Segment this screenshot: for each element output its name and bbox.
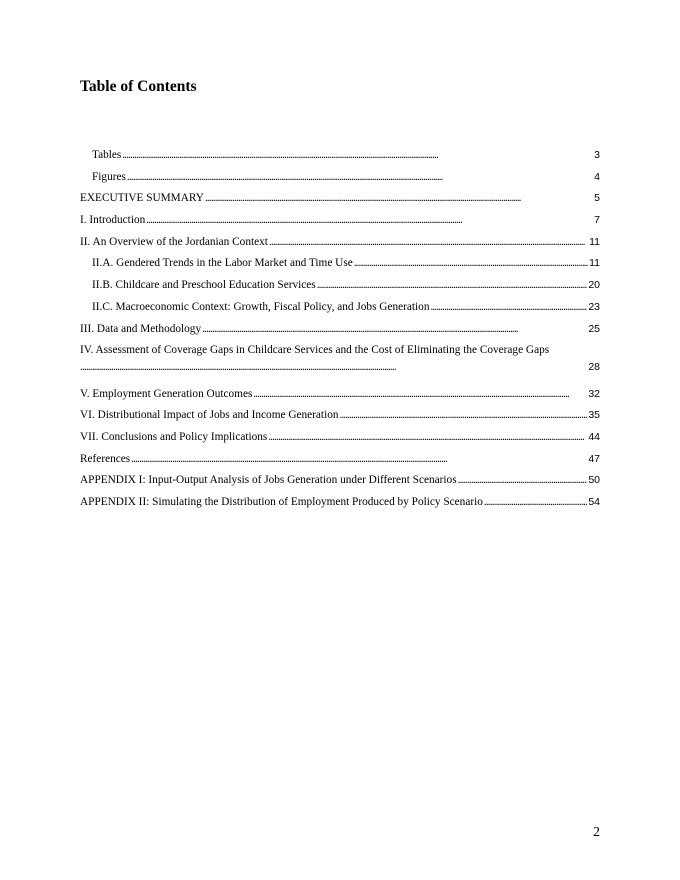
toc-entry-gendered-trends[interactable]: [80, 255, 600, 277]
dot-leader: [458, 472, 588, 489]
toc-entry-title: II.B. Childcare and Preschool Education Services: [92, 279, 316, 292]
toc-entry-page: 47: [588, 452, 600, 465]
toc-entry-page: 5: [594, 192, 600, 205]
toc-entry-page: 11: [589, 235, 600, 248]
page-number: 2: [593, 825, 600, 840]
toc-entry-overview[interactable]: [80, 234, 600, 256]
toc-entry-title: Figures: [92, 170, 126, 183]
toc-entry-title: IV. Assessment of Coverage Gaps in Childcare Services and the Cost of Eliminating the Coverage Gaps: [80, 344, 550, 357]
toc-entry-executive-summary[interactable]: [80, 190, 600, 212]
dot-leader: [202, 321, 587, 338]
toc-entry-title: VII. Conclusions and Policy Implications: [80, 430, 268, 443]
toc-entry-page: 3: [594, 149, 600, 161]
toc-entry-page: 50: [588, 474, 600, 487]
toc-entry-title: VI. Distributional Impact of Jobs and Income Generation: [80, 409, 339, 422]
toc-entry-page: 4: [594, 170, 600, 183]
toc-entry-title: APPENDIX I: Input-Output Analysis of Jobs Generation under Different Scenarios: [80, 474, 457, 487]
toc-entry-appendix-1[interactable]: [80, 472, 600, 494]
toc-entry-page: 54: [588, 496, 600, 509]
dot-leader: [268, 429, 587, 446]
dot-leader: [253, 386, 587, 403]
toc-entry-title: APPENDIX II: Simulating the Distribution of Employment Produced by Policy Scenario: [80, 496, 483, 509]
toc-entry-title: III. Data and Methodology: [80, 322, 202, 335]
toc-entry-employment-outcomes[interactable]: [80, 386, 600, 408]
dot-leader: [205, 190, 593, 207]
toc-entry-title: Tables: [92, 149, 122, 161]
dot-leader: [317, 277, 588, 294]
toc-entry-page: 32: [588, 387, 600, 400]
dot-leader: [430, 299, 587, 316]
toc-entry-page: 20: [588, 279, 600, 292]
dot-leader: [146, 212, 593, 229]
toc-entry-appendix-2[interactable]: [80, 494, 600, 516]
toc-entry-distributional-impact[interactable]: [80, 407, 600, 429]
toc-entry-data-methodology[interactable]: [80, 321, 600, 343]
toc-entry-page: 25: [588, 322, 600, 335]
toc-entry-title: References: [80, 452, 131, 465]
dot-leader: [269, 234, 588, 251]
dot-leader: [80, 359, 587, 376]
toc-entry-childcare-services[interactable]: [80, 277, 600, 299]
toc-entry-title: II. An Overview of the Jordanian Context: [80, 235, 268, 248]
toc-entry-figures[interactable]: [80, 169, 600, 191]
toc-entry-introduction[interactable]: [80, 212, 600, 234]
toc-entry-page: 23: [588, 300, 600, 313]
toc-entry-page: 44: [588, 430, 600, 443]
toc-entry-title: V. Employment Generation Outcomes: [80, 387, 253, 400]
toc-entry-title: II.C. Macroeconomic Context: Growth, Fiscal Policy, and Jobs Generation: [92, 300, 430, 313]
toc-entry-page: 35: [588, 409, 600, 422]
dot-leader: [484, 494, 587, 511]
toc-entry-title: EXECUTIVE SUMMARY: [80, 192, 204, 205]
toc-entry-title: I. Introduction: [80, 214, 146, 227]
toc-entry-coverage-gaps[interactable]: [80, 342, 600, 385]
toc-entry-page: 7: [594, 214, 600, 227]
dot-leader: [122, 147, 593, 164]
toc-entry-conclusions[interactable]: [80, 429, 600, 451]
page-title: Table of Contents: [80, 78, 197, 95]
dot-leader: [354, 255, 588, 272]
toc-entry-page: 28: [588, 361, 600, 374]
dot-leader: [127, 169, 593, 186]
toc-entry-page: 11: [589, 257, 600, 270]
dot-leader: [340, 407, 588, 424]
toc-entry-macroeconomic-context[interactable]: [80, 299, 600, 321]
dot-leader: [131, 451, 587, 468]
toc-entry-title: II.A. Gendered Trends in the Labor Market and Time Use: [92, 257, 353, 270]
toc-entry-references[interactable]: [80, 451, 600, 473]
toc-entry-tables[interactable]: [80, 147, 600, 169]
table-of-contents: [80, 147, 600, 516]
